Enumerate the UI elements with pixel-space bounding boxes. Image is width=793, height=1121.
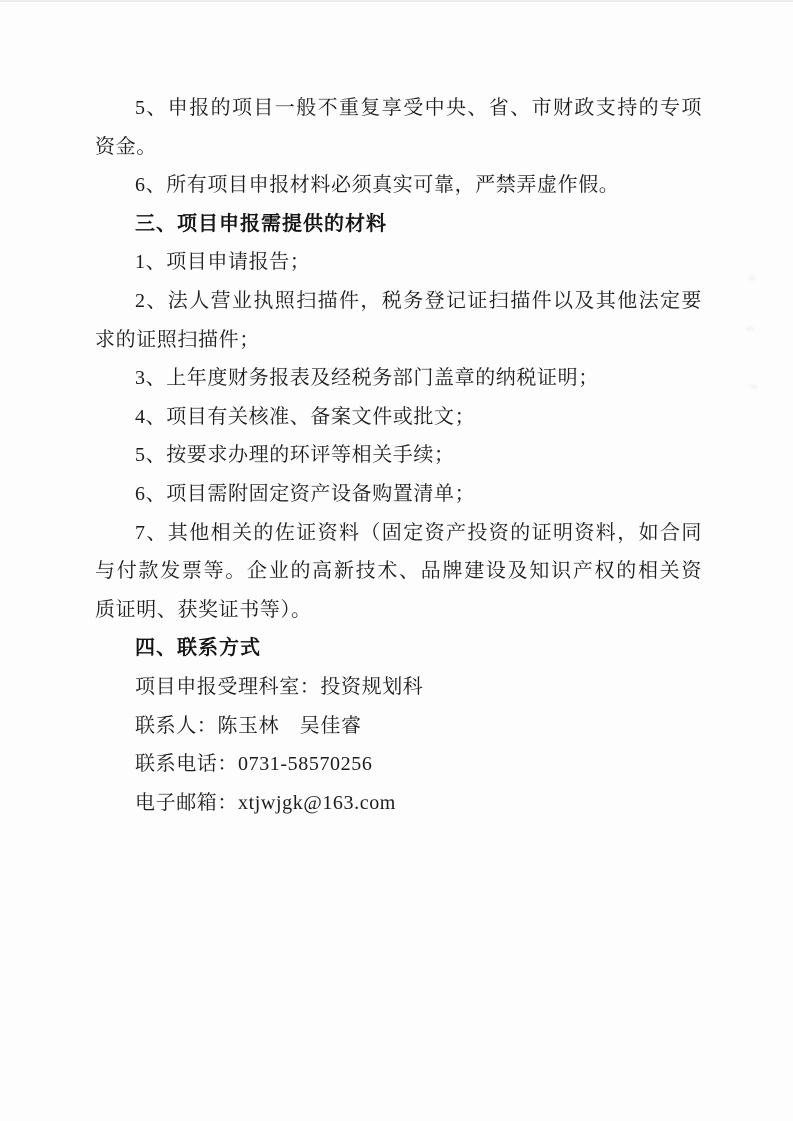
text-line: 5、申报的项目一般不重复享受中央、省、市财政支持的专项 [135, 97, 702, 119]
text-line: 质证明、获奖证书等）。 [95, 598, 312, 621]
document-body [95, 89, 702, 822]
text-line: 2、法人营业执照扫描件，税务登记证扫描件以及其他法定要 [135, 289, 702, 312]
scan-artifact-top-edge [0, 0, 793, 2]
scan-artifact-smudge [746, 326, 754, 331]
text-line: 3、上年度财务报表及经税务部门盖章的纳税证明； [135, 367, 599, 390]
text-line: 5、按要求办理的环评等相关手续； [135, 444, 455, 467]
text-line: 6、所有项目申报材料必须真实可靠，严禁弄虚作假。 [135, 174, 620, 197]
section-heading: 四、联系方式 [135, 637, 261, 660]
text-line: 联系电话：0731-58570256 [135, 753, 373, 776]
text-line: 6、项目需附固定资产设备购置清单； [135, 482, 476, 505]
text-line: 1、项目申请报告； [135, 251, 311, 274]
text-line: 与付款发票等。企业的高新技术、品牌建设及知识产权的相关资 [95, 560, 702, 583]
scan-artifact-smudge [748, 276, 756, 281]
text-line: 资金。 [95, 135, 157, 158]
text-line: 联系人：陈玉林 吴佳睿 [135, 714, 362, 737]
text-line: 求的证照扫描件； [95, 328, 260, 351]
text-line: 7、其他相关的佐证资料（固定资产投资的证明资料，如合同 [135, 521, 702, 544]
text-line: 项目申报受理科室：投资规划科 [135, 675, 424, 698]
scan-artifact-smudge [750, 384, 758, 389]
text-line: 电子邮箱：xtjwjgk@163.com [135, 791, 396, 814]
text-line: 4、项目有关核准、备案文件或批文； [135, 405, 476, 428]
section-heading: 三、项目申报需提供的材料 [135, 212, 387, 235]
